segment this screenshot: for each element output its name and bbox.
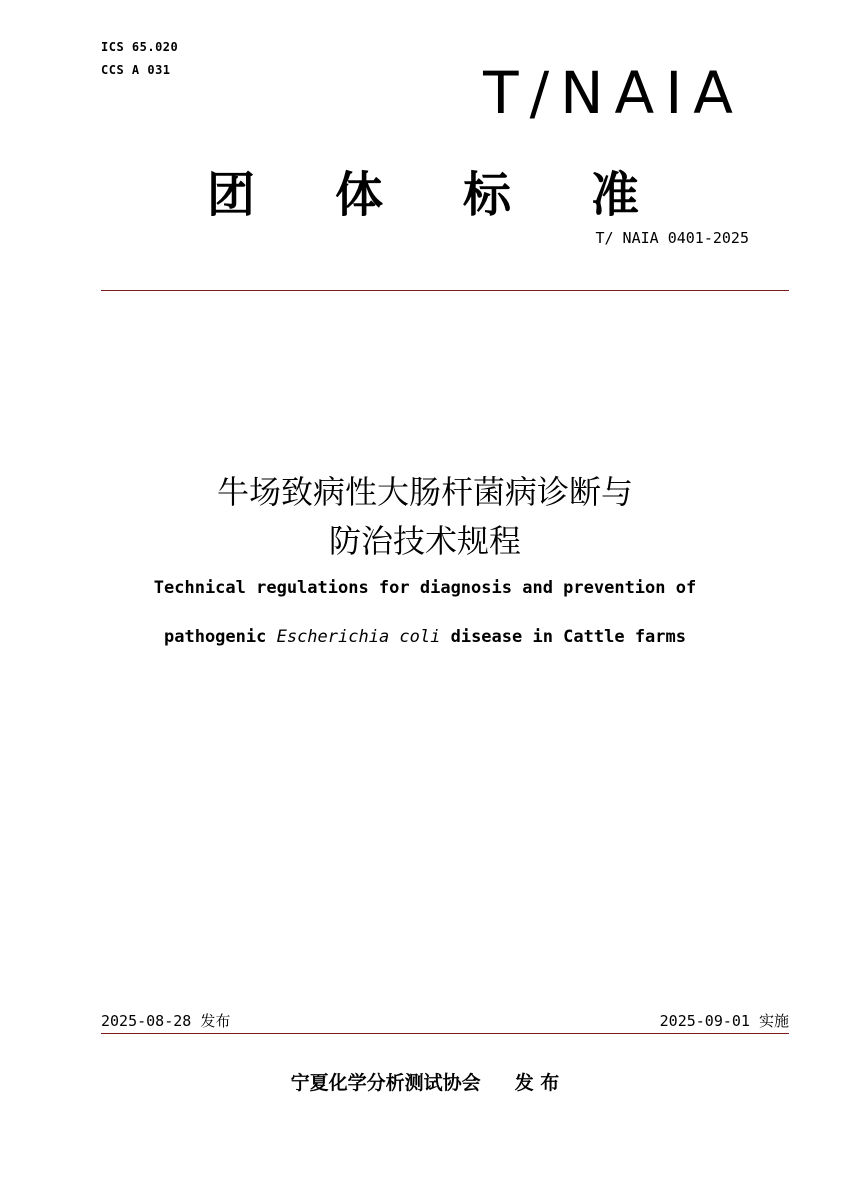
top-divider — [101, 290, 789, 291]
standard-type-char-1: 团 — [207, 167, 256, 223]
issue-date: 2025-08-28 发布 — [101, 1012, 231, 1030]
title-english-species-name: Escherichia coli — [276, 627, 441, 647]
ccs-code: CCS A 031 — [101, 63, 171, 77]
standard-type-char-4: 准 — [591, 167, 640, 223]
organization-code: T/NAIA — [483, 59, 744, 127]
publisher-action: 发 布 — [514, 1072, 560, 1094]
bottom-divider — [101, 1033, 789, 1034]
standard-type-char-3: 标 — [463, 167, 512, 223]
title-english-line-2-suffix: disease in Cattle farms — [440, 627, 686, 647]
title-chinese-line-1: 牛场致病性大肠杆菌病诊断与 — [216, 473, 633, 511]
publisher-line — [0, 1068, 850, 1095]
title-english-line-1: Technical regulations for diagnosis and prevention of — [153, 578, 697, 598]
title-chinese-line-2: 防治技术规程 — [328, 522, 521, 560]
implementation-date: 2025-09-01 实施 — [659, 1012, 789, 1030]
title-english-line-2 — [0, 625, 850, 649]
standard-type-char-2: 体 — [335, 167, 384, 223]
title-english-line-2-prefix: pathogenic — [164, 627, 277, 647]
standard-type-heading — [207, 160, 707, 230]
publisher-name: 宁夏化学分析测试协会 — [290, 1072, 481, 1094]
ics-code: ICS 65.020 — [101, 40, 179, 54]
standard-number: T/ NAIA 0401-2025 — [595, 229, 749, 247]
